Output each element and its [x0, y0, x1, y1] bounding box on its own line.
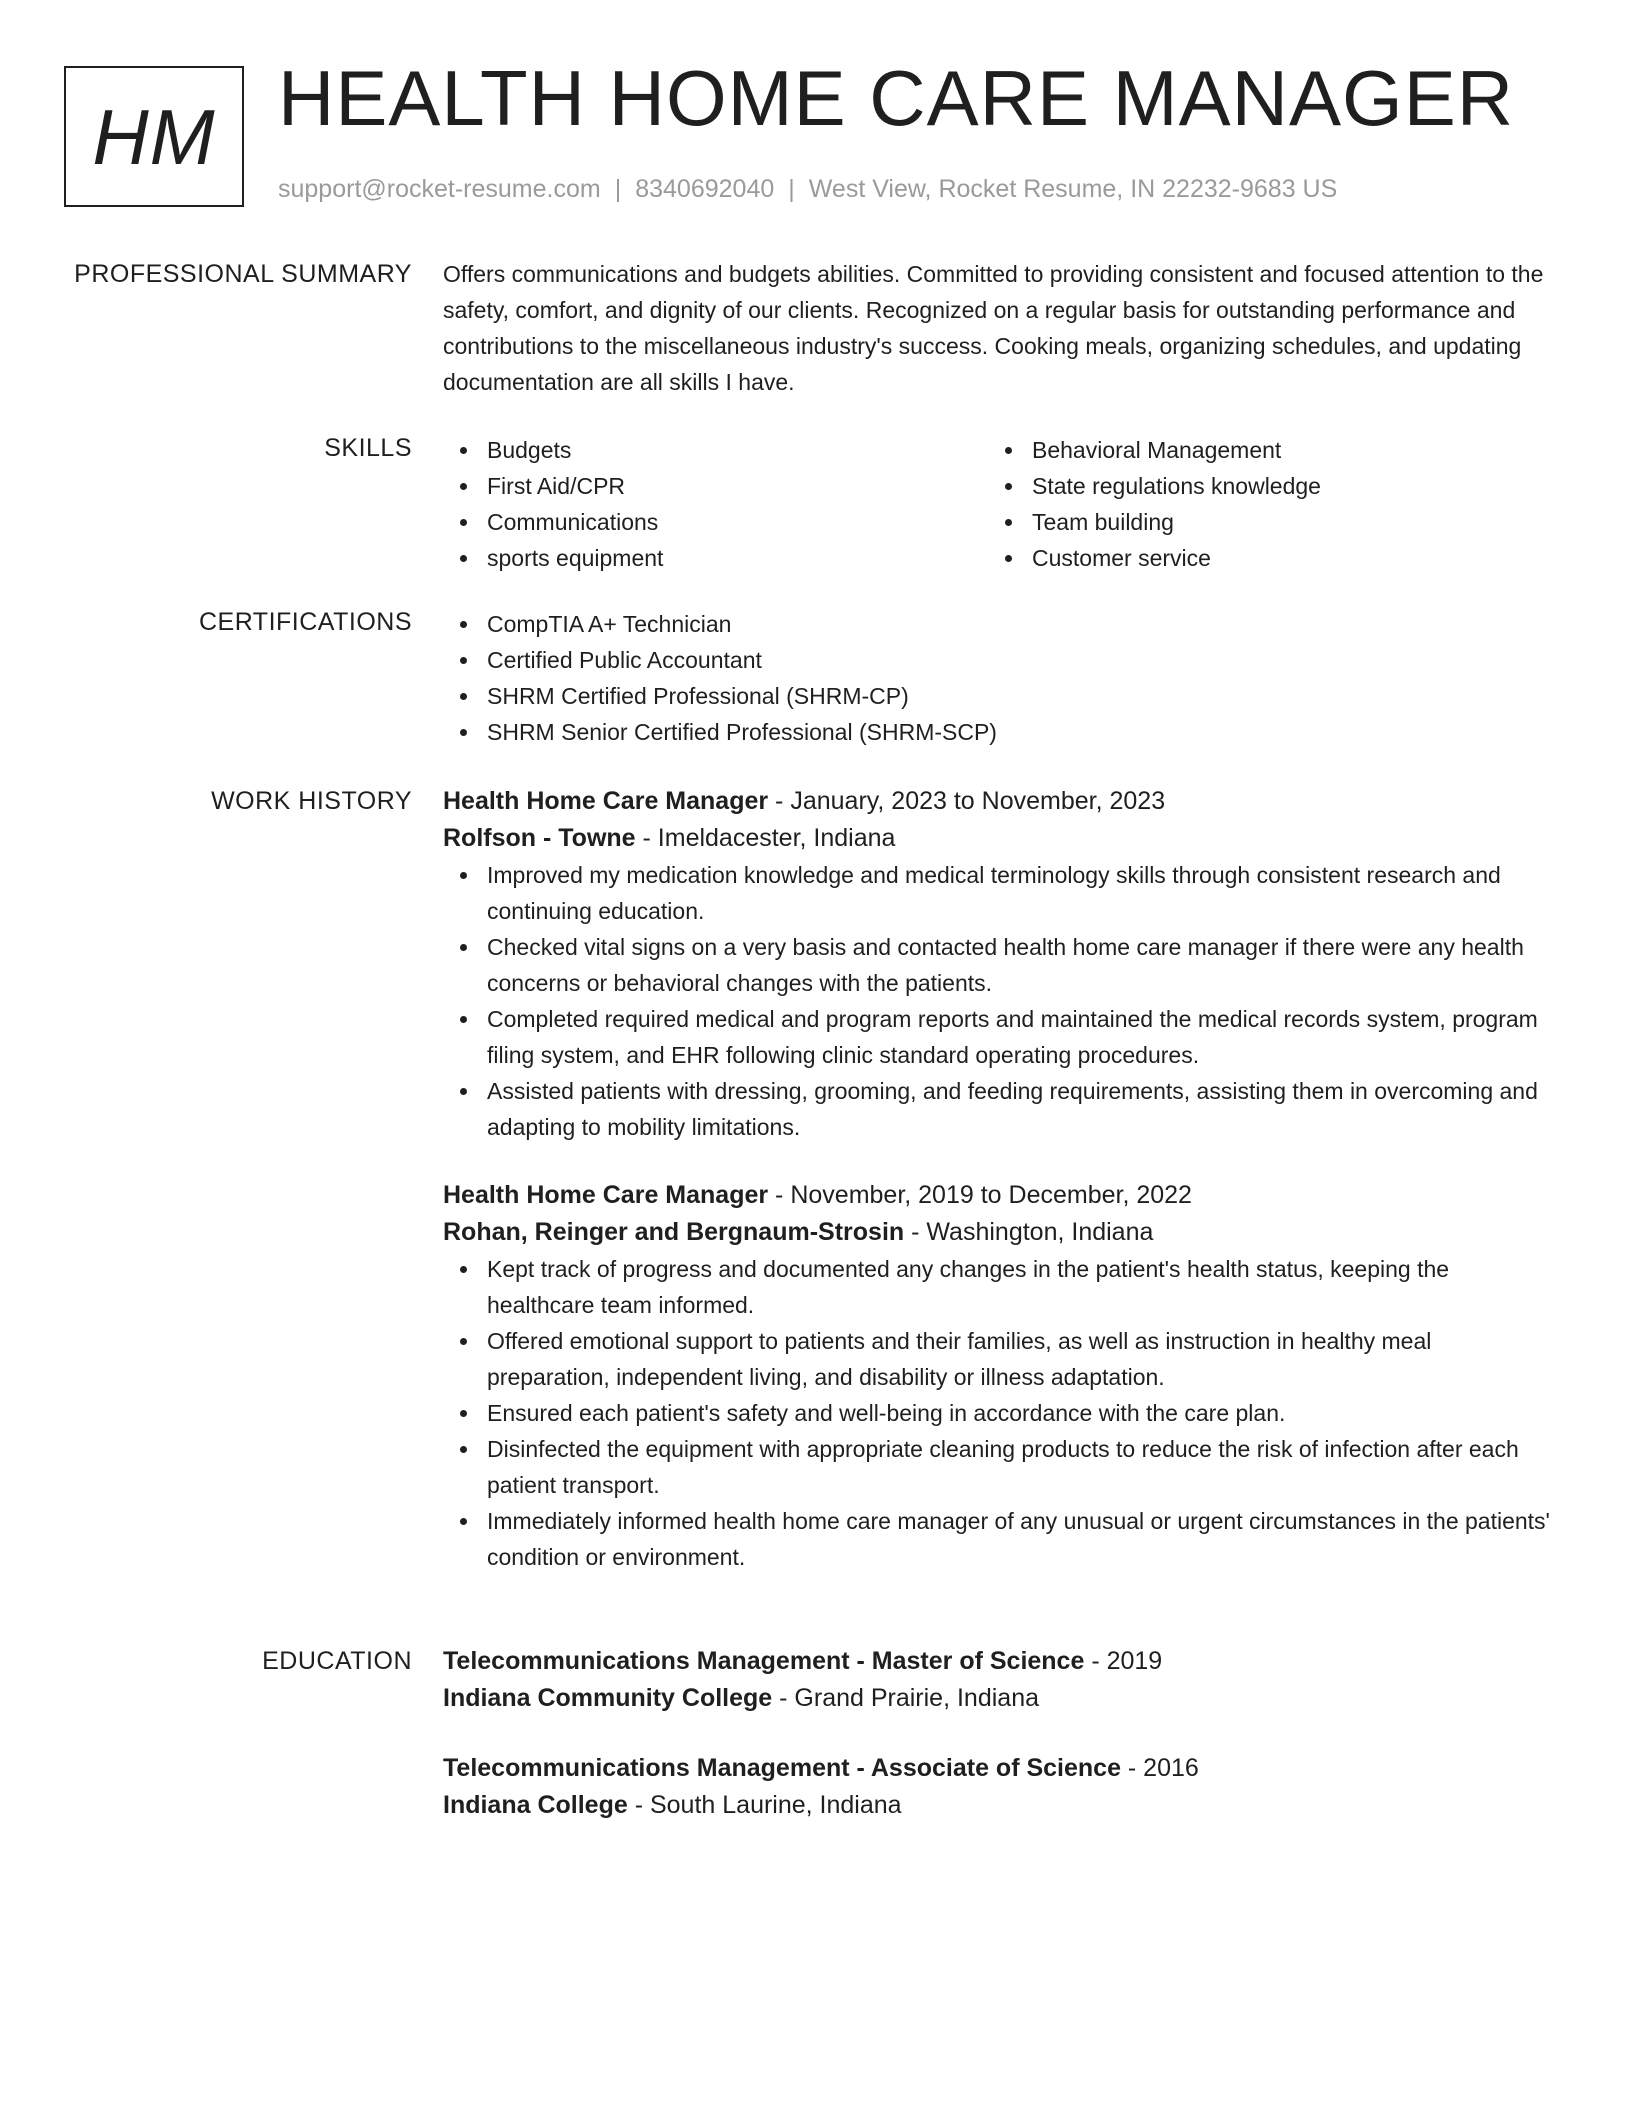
certification-item: Certified Public Accountant	[443, 642, 1553, 678]
email: support@rocket-resume.com	[278, 175, 601, 203]
school-line	[443, 1787, 1553, 1824]
job-location: - Imeldacester, Indiana	[635, 824, 896, 852]
certification-item: SHRM Senior Certified Professional (SHRM-SCP)	[443, 714, 1553, 750]
skills-list-right	[988, 432, 1533, 576]
certification-item: CompTIA A+ Technician	[443, 606, 1553, 642]
job-bullets	[443, 1251, 1553, 1575]
section-label-certifications: CERTIFICATIONS	[198, 608, 412, 636]
job-bullet: Checked vital signs on a very basis and contacted health home care manager if there were any health concerns or behavioral changes with the patients.	[443, 929, 1553, 1001]
school-line	[443, 1680, 1553, 1717]
school-location: - South Laurine, Indiana	[627, 1791, 902, 1819]
skill-item: First Aid/CPR	[443, 468, 988, 504]
skills-list-left	[443, 432, 988, 576]
contact-line	[278, 174, 1337, 204]
job-entry	[443, 1177, 1553, 1575]
monogram: HM	[92, 92, 216, 181]
job-company-line	[443, 820, 1553, 857]
skill-item: Team building	[988, 504, 1533, 540]
phone: 8340692040	[635, 175, 775, 203]
work-history-body	[443, 783, 1553, 1575]
job-company: Rohan, Reinger and Bergnaum-Strosin	[443, 1218, 905, 1246]
job-bullet: Immediately informed health home care manager of any unusual or urgent circumstances in the patients' condition or environment.	[443, 1503, 1553, 1575]
section-label-education: EDUCATION	[262, 1647, 412, 1675]
job-title-line	[443, 1177, 1553, 1214]
skill-item: Behavioral Management	[988, 432, 1533, 468]
certifications-list	[443, 606, 1553, 750]
job-title-line	[443, 783, 1553, 820]
address: West View, Rocket Resume, IN 22232-9683 US	[808, 175, 1338, 203]
section-label-work-history: WORK HISTORY	[211, 787, 412, 815]
degree-line	[443, 1750, 1553, 1787]
job-bullet: Assisted patients with dressing, grooming, and feeding requirements, assisting them in overcoming and adapting to mobility limitations.	[443, 1073, 1553, 1145]
skill-item: Customer service	[988, 540, 1533, 576]
skills-grid	[443, 432, 1553, 576]
monogram-box	[64, 66, 244, 207]
degree-year: - 2019	[1084, 1647, 1163, 1675]
skill-item: Communications	[443, 504, 988, 540]
section-label-summary: PROFESSIONAL SUMMARY	[74, 260, 412, 288]
job-bullet: Disinfected the equipment with appropriate cleaning products to reduce the risk of infection after each patient transport.	[443, 1431, 1553, 1503]
skill-item: Budgets	[443, 432, 988, 468]
skills-body	[443, 432, 1553, 576]
job-title: Health Home Care Manager	[443, 787, 769, 815]
contact-separator: |	[614, 175, 622, 203]
summary-body	[443, 256, 1553, 400]
job-bullet: Completed required medical and program reports and maintained the medical records system, program filing system, and EHR following clinic standard operating procedures.	[443, 1001, 1553, 1073]
certifications-body	[443, 606, 1553, 750]
job-dates: - November, 2019 to December, 2022	[768, 1181, 1192, 1209]
job-bullet: Ensured each patient's safety and well-being in accordance with the care plan.	[443, 1395, 1553, 1431]
degree: Telecommunications Management - Associate of Science	[443, 1754, 1121, 1782]
school-location: - Grand Prairie, Indiana	[772, 1684, 1039, 1712]
section-label-skills: SKILLS	[324, 434, 412, 462]
job-title: Health Home Care Manager	[443, 1181, 769, 1209]
job-bullets	[443, 857, 1553, 1145]
summary-text: Offers communications and budgets abilities. Committed to providing consistent and focused attention to the safety, comfort, and dignity of our clients. Recognized on a regular basis for outstanding performance and contributions to the miscellaneous industry's success. Cooking meals, organizing schedules, and updating documentation are all skills I have.	[443, 261, 1544, 395]
school: Indiana College	[443, 1791, 628, 1819]
job-location: - Washington, Indiana	[904, 1218, 1154, 1246]
job-bullet: Improved my medication knowledge and medical terminology skills through consistent research and continuing education.	[443, 857, 1553, 929]
skill-item: State regulations knowledge	[988, 468, 1533, 504]
education-entry	[443, 1750, 1553, 1824]
job-bullet: Offered emotional support to patients and their families, as well as instruction in healthy meal preparation, independent living, and disability or illness adaptation.	[443, 1323, 1553, 1395]
skill-item: sports equipment	[443, 540, 988, 576]
job-company-line	[443, 1214, 1553, 1251]
contact-separator: |	[788, 175, 795, 203]
certification-item: SHRM Certified Professional (SHRM-CP)	[443, 678, 1553, 714]
degree-line	[443, 1643, 1553, 1680]
degree: Telecommunications Management - Master of Science	[443, 1647, 1085, 1675]
job-dates: - January, 2023 to November, 2023	[768, 787, 1166, 815]
candidate-name: HEALTH HOME CARE MANAGER	[278, 54, 1515, 142]
education-entry	[443, 1643, 1553, 1717]
degree-year: - 2016	[1120, 1754, 1199, 1782]
job-entry	[443, 783, 1553, 1145]
job-bullet: Kept track of progress and documented any changes in the patient's health status, keeping the healthcare team informed.	[443, 1251, 1553, 1323]
education-body	[443, 1643, 1553, 1824]
job-company: Rolfson - Towne	[443, 824, 636, 852]
school: Indiana Community College	[443, 1684, 773, 1712]
